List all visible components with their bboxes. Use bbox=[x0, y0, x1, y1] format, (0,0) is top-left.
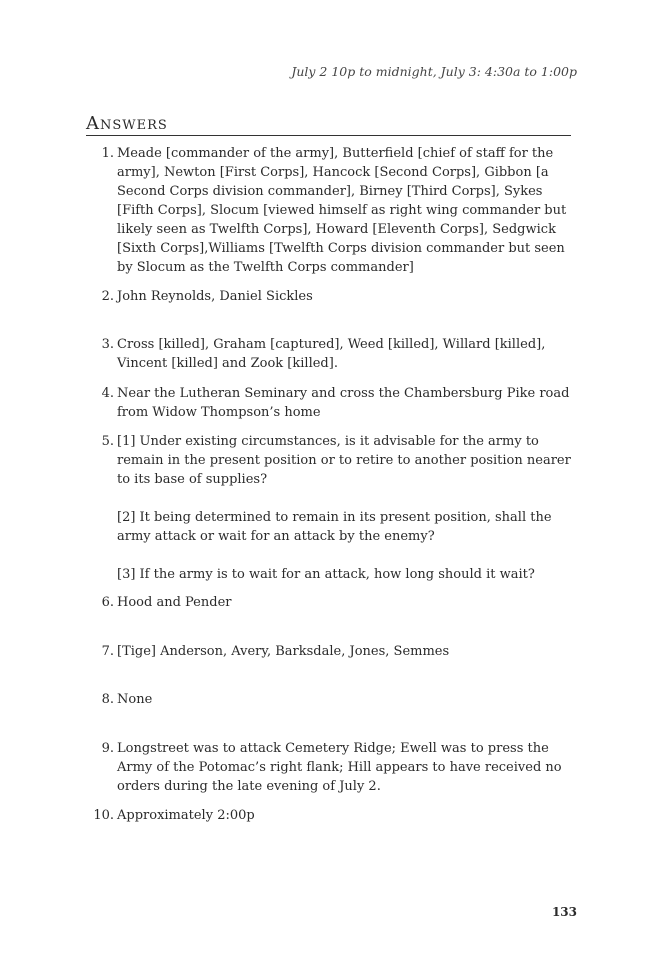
answer-text: Meade [commander of the army], Butterfield [chief of staff for the army], Newton [First Corps], Hancock [Second Corps], Gibbon [a Second Corps division commander], Birney [Third Corps], Sykes [Fifth Corps], Slocum [viewed himself as right wing commander but likely seen as Twelfth Corps], Howard [Eleventh Corps], Sedgwick [Sixth Corps],Williams [Twelfth Corps division commander but seen by Slocum as the Twelfth Corps commander] bbox=[117, 146, 567, 275]
answer-item-10 bbox=[86, 806, 571, 825]
answer-text: John Reynolds, Daniel Sickles bbox=[117, 289, 313, 304]
answer-text: Hood and Pender bbox=[117, 595, 232, 610]
answer-item-5 bbox=[86, 432, 571, 584]
page-number: 133 bbox=[551, 905, 577, 919]
answer-item-3 bbox=[86, 335, 571, 373]
answer-text: Near the Lutheran Seminary and cross the Chambersburg Pike road from Widow Thompson’s home bbox=[117, 386, 570, 420]
answer-number: 5. bbox=[101, 434, 114, 449]
answer-number: 10. bbox=[93, 808, 114, 823]
answer-item-2 bbox=[86, 287, 571, 306]
answer-item-7 bbox=[86, 642, 571, 661]
answer-number: 8. bbox=[101, 692, 114, 707]
answer-number: 4. bbox=[101, 386, 114, 401]
answer-text: Longstreet was to attack Cemetery Ridge; Ewell was to press the Army of the Potomac’s right flank; Hill appears to have received no orders during the late evening of July 2. bbox=[117, 741, 562, 794]
answer-item-8 bbox=[86, 690, 571, 709]
answer-text: Cross [killed], Graham [captured], Weed [killed], Willard [killed], Vincent [killed] and Zook [killed]. bbox=[117, 337, 546, 371]
answer-number: 2. bbox=[101, 289, 114, 304]
running-head: July 2 10p to midnight, July 3: 4:30a to 1:00p bbox=[291, 64, 577, 79]
answer-item-6 bbox=[86, 593, 571, 612]
answer-text: Approximately 2:00p bbox=[117, 808, 255, 823]
answer-number: 1. bbox=[101, 146, 114, 161]
answer-text: [3] If the army is to wait for an attack, how long should it wait? bbox=[117, 567, 535, 582]
answer-text: [1] Under existing circumstances, is it advisable for the army to remain in the present position or to retire to another position nearer to its base of supplies? bbox=[117, 434, 571, 487]
answer-text: None bbox=[117, 692, 153, 707]
answer-text: [2] It being determined to remain in its present position, shall the army attack or wait for an attack by the enemy? bbox=[117, 510, 552, 544]
answer-item-9 bbox=[86, 739, 571, 796]
answer-number: 7. bbox=[101, 644, 114, 659]
answer-item-1 bbox=[86, 144, 571, 277]
answer-number: 3. bbox=[101, 337, 114, 352]
answer-number: 9. bbox=[101, 741, 114, 756]
answer-item-4 bbox=[86, 384, 571, 422]
answer-number: 6. bbox=[101, 595, 114, 610]
section-title: Answers bbox=[86, 113, 571, 136]
answer-text: [Tige] Anderson, Avery, Barksdale, Jones, Semmes bbox=[117, 644, 450, 659]
